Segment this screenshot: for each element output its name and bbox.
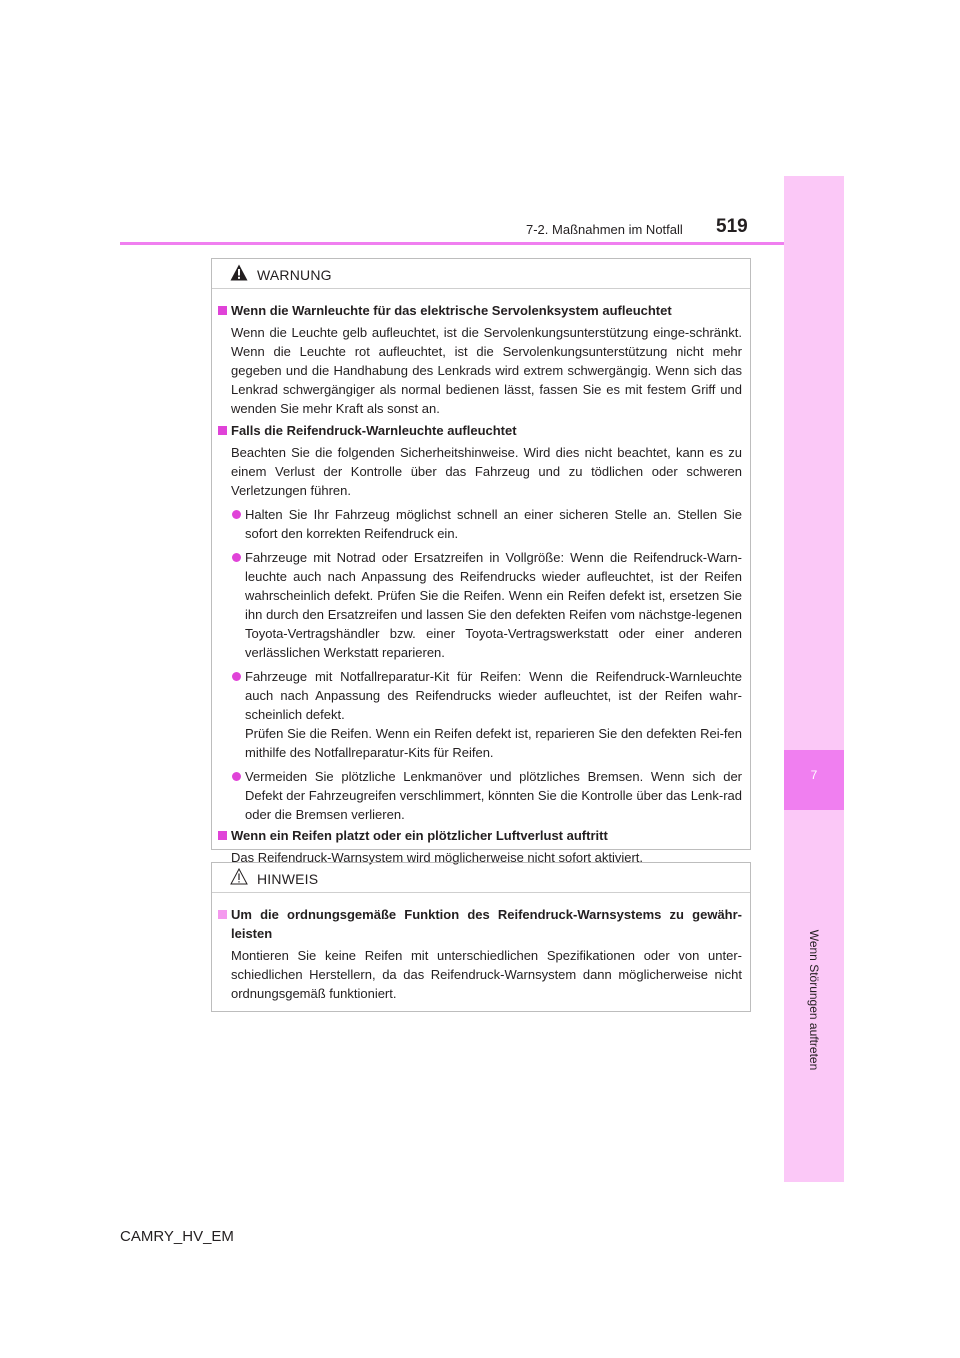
caution-triangle-outline-icon	[230, 868, 248, 885]
paragraph: Wenn die Leuchte gelb aufleuchtet, ist die Servolenkungsunterstützung einge-schränkt. Wenn die Leuchte rot aufleuchtet, ist die Servolenkungsunterstützung nicht mehr gegeben und die Handhabung des Lenkrads wird extrem schwergängig. Wenn sich das Lenkrad schwergängiger als normal bedienen lässt, fassen Sie es mit festem Griff und wenden Sie mehr Kraft als sonst an.	[231, 325, 742, 416]
bullet-item: Vermeiden Sie plötzliche Lenkmanöver und plötzliches Bremsen. Wenn sich der Defekt der Fahrzeugreifen verschlimmert, könnten Sie die Kontrolle über das Lenk-rad oder die Bremsen verlieren.	[218, 767, 742, 824]
paragraph: Montieren Sie keine Reifen mit unterschiedlichen Spezifikationen oder von unter-schiedlichen Herstellern, da das Reifendruck-Warnsystem dann möglicherweise nicht ordnungsgemäß funktioniert.	[231, 948, 742, 1001]
warning-box	[211, 258, 751, 865]
paragraph: Das Reifendruck-Warnsystem wird möglicherweise nicht sofort aktiviert.	[231, 850, 644, 865]
notice-title: HINWEIS	[257, 871, 319, 887]
bullet-item: Fahrzeuge mit Notrad oder Ersatzreifen in Vollgröße: Wenn die Reifendruck-Warn-leuchte auch nach Anpassung des Reifendrucks wieder aufleuchtet, ist der Reifen wahrscheinlich defekt. Prüfen Sie die Reifen. Wenn ein Reifen defekt ist, ersetzen Sie ihn durch den Ersatzreifen und lassen Sie den defekten Reifen vom nächstge-legenen Toyota-Vertragshändler bzw. einer Toyota-Vertragswerkstatt oder einer anderen verlässlichen Werkstatt reparieren.	[218, 548, 742, 662]
notice-header	[212, 863, 750, 893]
bullet-item: Fahrzeuge mit Notfallreparatur-Kit für Reifen: Wenn die Reifendruck-Warnleuchte auch nach Anpassung des Reifendrucks wieder aufleuchtet, ist der Reifen wahr-scheinlich defekt. Prüfen Sie die Reifen. Wenn ein Reifen defekt ist, reparieren Sie den defekten Rei-fen mithilfe des Notfallreparatur-Kits für Reifen.	[218, 667, 742, 762]
warning-header	[212, 259, 750, 289]
warning-triangle-icon	[230, 264, 248, 281]
warning-content	[212, 289, 750, 867]
section-heading: Um die ordnungsgemäße Funktion des Reifendruck-Warnsystems zu gewähr-leisten	[218, 905, 742, 943]
paragraph: Beachten Sie die folgenden Sicherheitshinweise. Wird dies nicht beachtet, kann es zu einem Verlust der Kontrolle über das Fahrzeug und zu tödlichen oder schweren Verletzungen führen.	[231, 445, 742, 498]
section-heading: Falls die Reifendruck-Warnleuchte aufleuchtet	[218, 421, 742, 440]
section-heading: Wenn ein Reifen platzt oder ein plötzlicher Luftverlust auftritt	[218, 826, 742, 845]
chapter-title: Wenn Störungen auftreten	[807, 929, 821, 1071]
page-number: 519	[716, 216, 748, 237]
warning-title: WARNUNG	[257, 267, 332, 283]
chapter-number: 7	[810, 768, 818, 782]
section-heading: Wenn die Warnleuchte für das elektrische Servolenksystem aufleuchtet	[218, 301, 742, 320]
section-reference: 7-2. Maßnahmen im Notfall	[526, 222, 683, 237]
document-code: CAMRY_HV_EM	[120, 1228, 234, 1245]
notice-content	[212, 893, 750, 1003]
notice-box	[211, 862, 751, 1012]
bullet-item: Halten Sie Ihr Fahrzeug möglichst schnell an einer sicheren Stelle an. Stellen Sie sofort den korrekten Reifendruck ein.	[218, 505, 742, 543]
header-divider	[120, 242, 784, 245]
